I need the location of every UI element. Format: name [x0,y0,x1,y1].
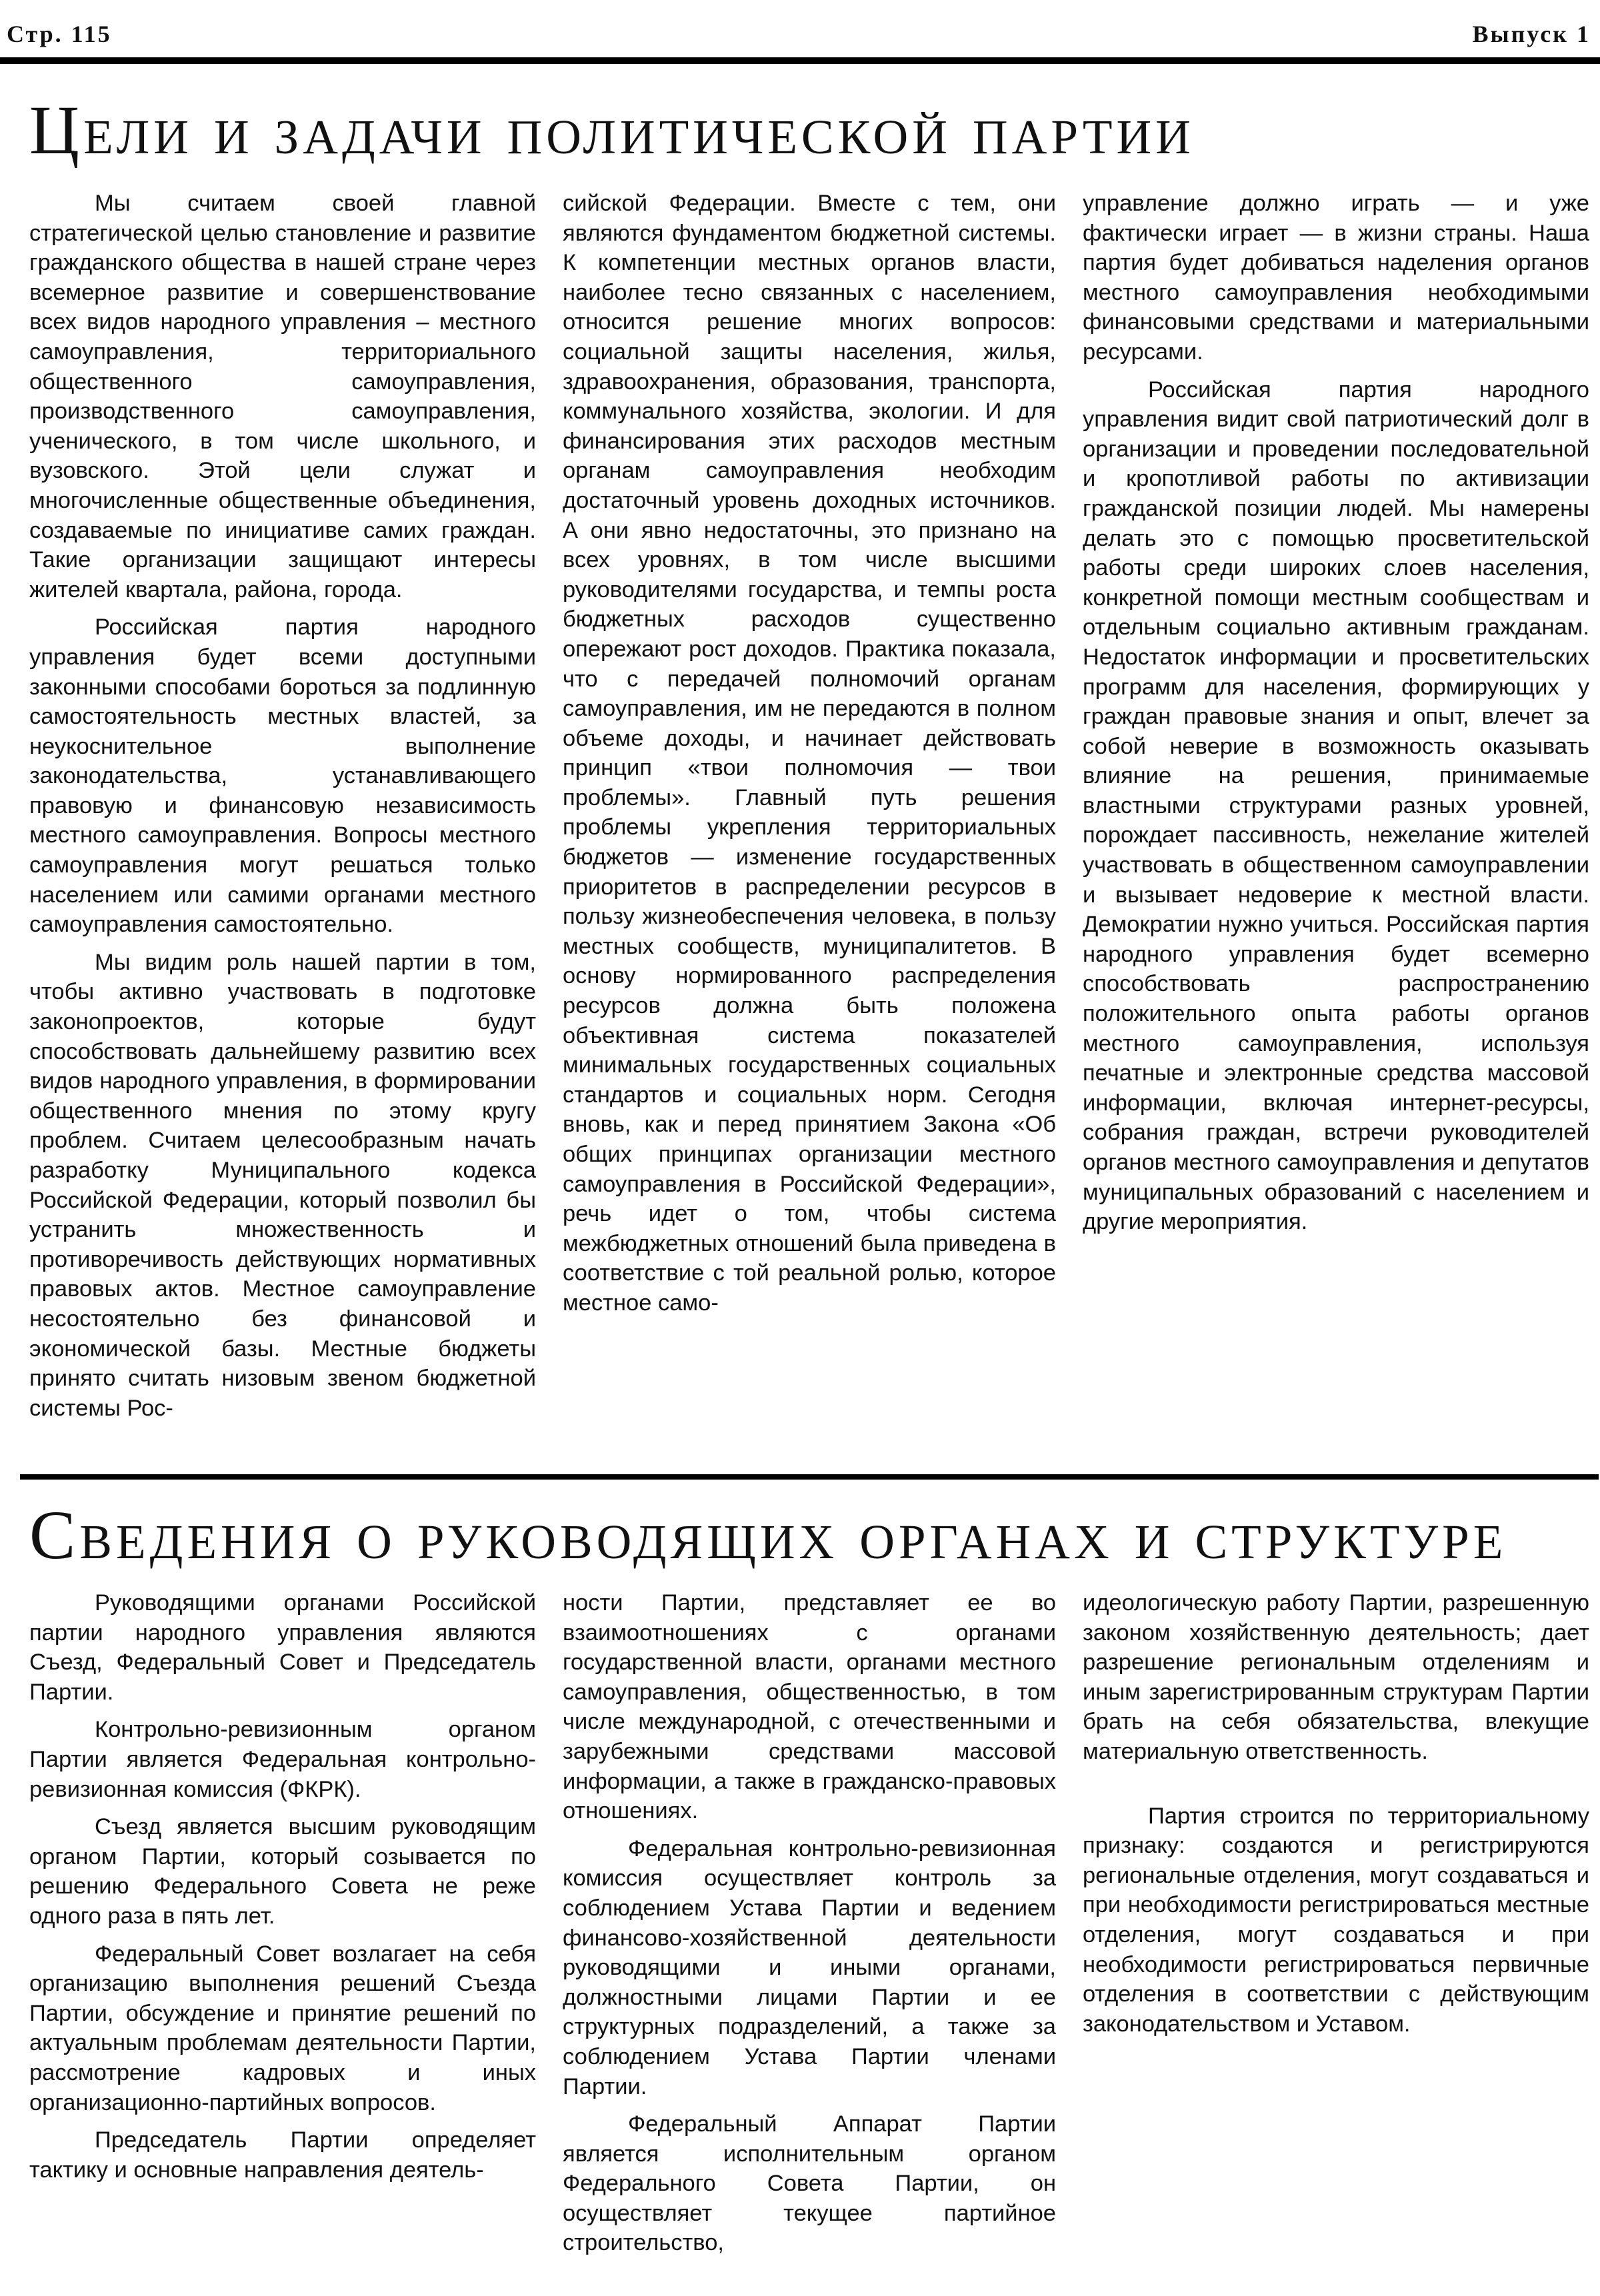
paragraph: Контрольно-ревизионным органом Партии является Федеральная контрольно-ревизионная комиссия (ФКРК). [29,1717,536,1802]
paragraph: Российская партия народного управления видит свой патриотический долг в организации и проведении последовательной и кропотливой работы по активизации гражданской позиции людей. Мы намерены делать это с помощью просветительской работы среди широких слоев населения, конкретной помощи местным сообществам и отдельным социально активным гражданам. Недостаток информации и просветительских программ для населения, формирующих у граждан правовые знания и опыт, влечет за собой неверие в возможность оказывать влияние на решения, принимаемые властными структурами разных уровней, порождает пассивность, нежелание жителей участвовать в общественном самоуправлении и вызывает недоверие к местной власти. Демократии нужно учиться. Российская партия народного управления будет всемерно способствовать распространению положительного опыта работы органов местного самоуправления, используя печатные и электронные средства массовой информации, включая интернет-ресурсы, собрания граждан, встречи руководителей органов местного самоуправления и депутатов муниципальных образований с населением и другие мероприятия. [1083,377,1589,1235]
paragraph: Мы считаем своей главной стратегической целью становление и развитие гражданского общества в нашей стране через всемерное развитие и совершенствование всех видов народного управления – местного самоуправления, территориального общественного самоуправления, производственного самоуправления, ученического, в том числе школьного, и вузовского. Этой цели служат и многочисленные общественные объединения, создаваемые по инициативе самих граждан. Такие организации защищают интересы жителей квартала, района, города. [29,191,536,602]
section-title-goals: Цели и задачи политической партии [29,92,1195,169]
paragraph: Руководящими органами Российской партии народного управления являются Съезд, Федеральный Совет и Председатель Партии. [29,1590,536,1705]
section-structure-columns [29,1588,1589,2266]
column-3 [1083,189,1589,1431]
paragraph: Партия строится по территориальному признаку: создаются и регистрируются региональные отделения, могут создаваться и при необходимости регистрироваться местные отделения, могут создаваться и при необходимости регистрироваться первичные отделения в соответствии с действующим законодательством и Уставом. [1083,1803,1589,2037]
column-2 [563,189,1056,1431]
column-1 [29,189,536,1431]
page-header [0,0,1600,64]
column-3 [1083,1588,1589,2266]
column-2 [563,1588,1056,2266]
section-goals-columns [29,189,1589,1431]
paragraph: управление должно играть — и уже фактически играет — в жизни страны. Наша партия будет добиваться наделения органов местного самоуправления необходимыми финансовыми средствами и материальными ресурсами. [1083,191,1589,365]
paragraph: Федеральный Аппарат Партии является исполнительным органом Федерального Совета Партии, он осуществляет текущее партийное строительство, [563,2111,1056,2256]
section-divider [20,1474,1599,1480]
paragraph: сийской Федерации. Вместе с тем, они являются фундаментом бюджетной системы. К компетенции местных органов власти, наиболее тесно связанных с населением, относится решение многих вопросов: социальной защиты населения, жилья, здравоохранения, образования, транспорта, коммунального хозяйства, экологии. И для финансирования этих расходов местным органам самоуправления необходим достаточный уровень доходных источников. А они явно недостаточны, это признано на всех уровнях, в том числе высшими руководителями государства, и темпы роста бюджетных расходов существенно опережают рост доходов. Практика показала, что с передачей полномочий органам самоуправления, им не передаются в полном объеме доходы, и начинает действовать принцип «твои полномочия — твои проблемы». Главный путь решения проблемы укрепления территориальных бюджетов — изменение государственных приоритетов в распределении ресурсов в пользу жизнеобеспечения человека, в пользу местных сообществ, муниципалитетов. В основу нормированного распределения ресурсов должна быть положена объективная система показателей минимальных государственных социальных стандартов и социальных норм. Сегодня вновь, как и перед принятием Закона «Об общих принципах организации местного самоуправления в Российской Федерации», речь идет о том, чтобы система межбюджетных отношений была приведена в соответствие с той реальной ролью, которое местное само- [563,191,1056,1316]
paragraph: Съезд является высшим руководящим органом Партии, который созывается по решению Федерального Совета не реже одного раза в пять лет. [29,1814,536,1929]
section-title-structure: Сведения о руководящих органах и структуре [29,1497,1507,1574]
paragraph: Мы видим роль нашей партии в том, чтобы активно участвовать в подготовке законопроектов, которые будут способствовать дальнейшему развитию всех видов народного управления, в формировании общественного мнения по этому кругу проблем. Считаем целесообразным начать разработку Муниципального кодекса Российской Федерации, который позволил бы устранить множественность и противоречивость действующих нормативных правовых актов. Местное самоуправление несостоятельно без финансовой и экономической базы. Местные бюджеты принято считать низовым звеном бюджетной системы Рос- [29,949,536,1421]
paragraph: Российская партия народного управления будет всеми доступными законными способами бороться за подлинную самостоятельность местных властей, за неукоснительное выполнение законодательства, устанавливающего правовую и финансовую независимость местного самоуправления. Вопросы местного самоуправления могут решаться только населением или самими органами местного самоуправления самостоятельно. [29,614,536,938]
paragraph: ности Партии, представляет ее во взаимоотношениях с органами государственной власти, органами местного самоуправления, общественностью, в том числе международной, с отечественными и зарубежными средствами массовой информации, а также в гражданско-правовых отношениях. [563,1590,1056,1824]
paragraph: Председатель Партии определяет тактику и основные направления деятель- [29,2127,536,2183]
header-rule [0,57,1600,64]
paragraph: идеологическую работу Партии, разрешенную законом хозяйственную деятельность; дает разрешение региональным отделениям и иным зарегистрированным структурам Партии брать на себя обязательства, влекущие материальную ответственность. [1083,1590,1589,1764]
paragraph: Федеральный Совет возлагает на себя организацию выполнения решений Съезда Партии, обсуждение и принятие решений по актуальным проблемам деятельности Партии, рассмотрение кадровых и иных организационно-партийных вопросов. [29,1941,536,2115]
column-1 [29,1588,536,2266]
paragraph: Федеральная контрольно-ревизионная комиссия осуществляет контроль за соблюдением Устава Партии и ведением финансово-хозяйственной деятельности руководящими и иными органами, должностными лицами Партии и ее структурных подразделений, а также за соблюдением Устава Партии членами Партии. [563,1835,1056,2099]
issue-label: Выпуск 1 [1472,21,1591,47]
page-number: Стр. 115 [7,21,112,47]
